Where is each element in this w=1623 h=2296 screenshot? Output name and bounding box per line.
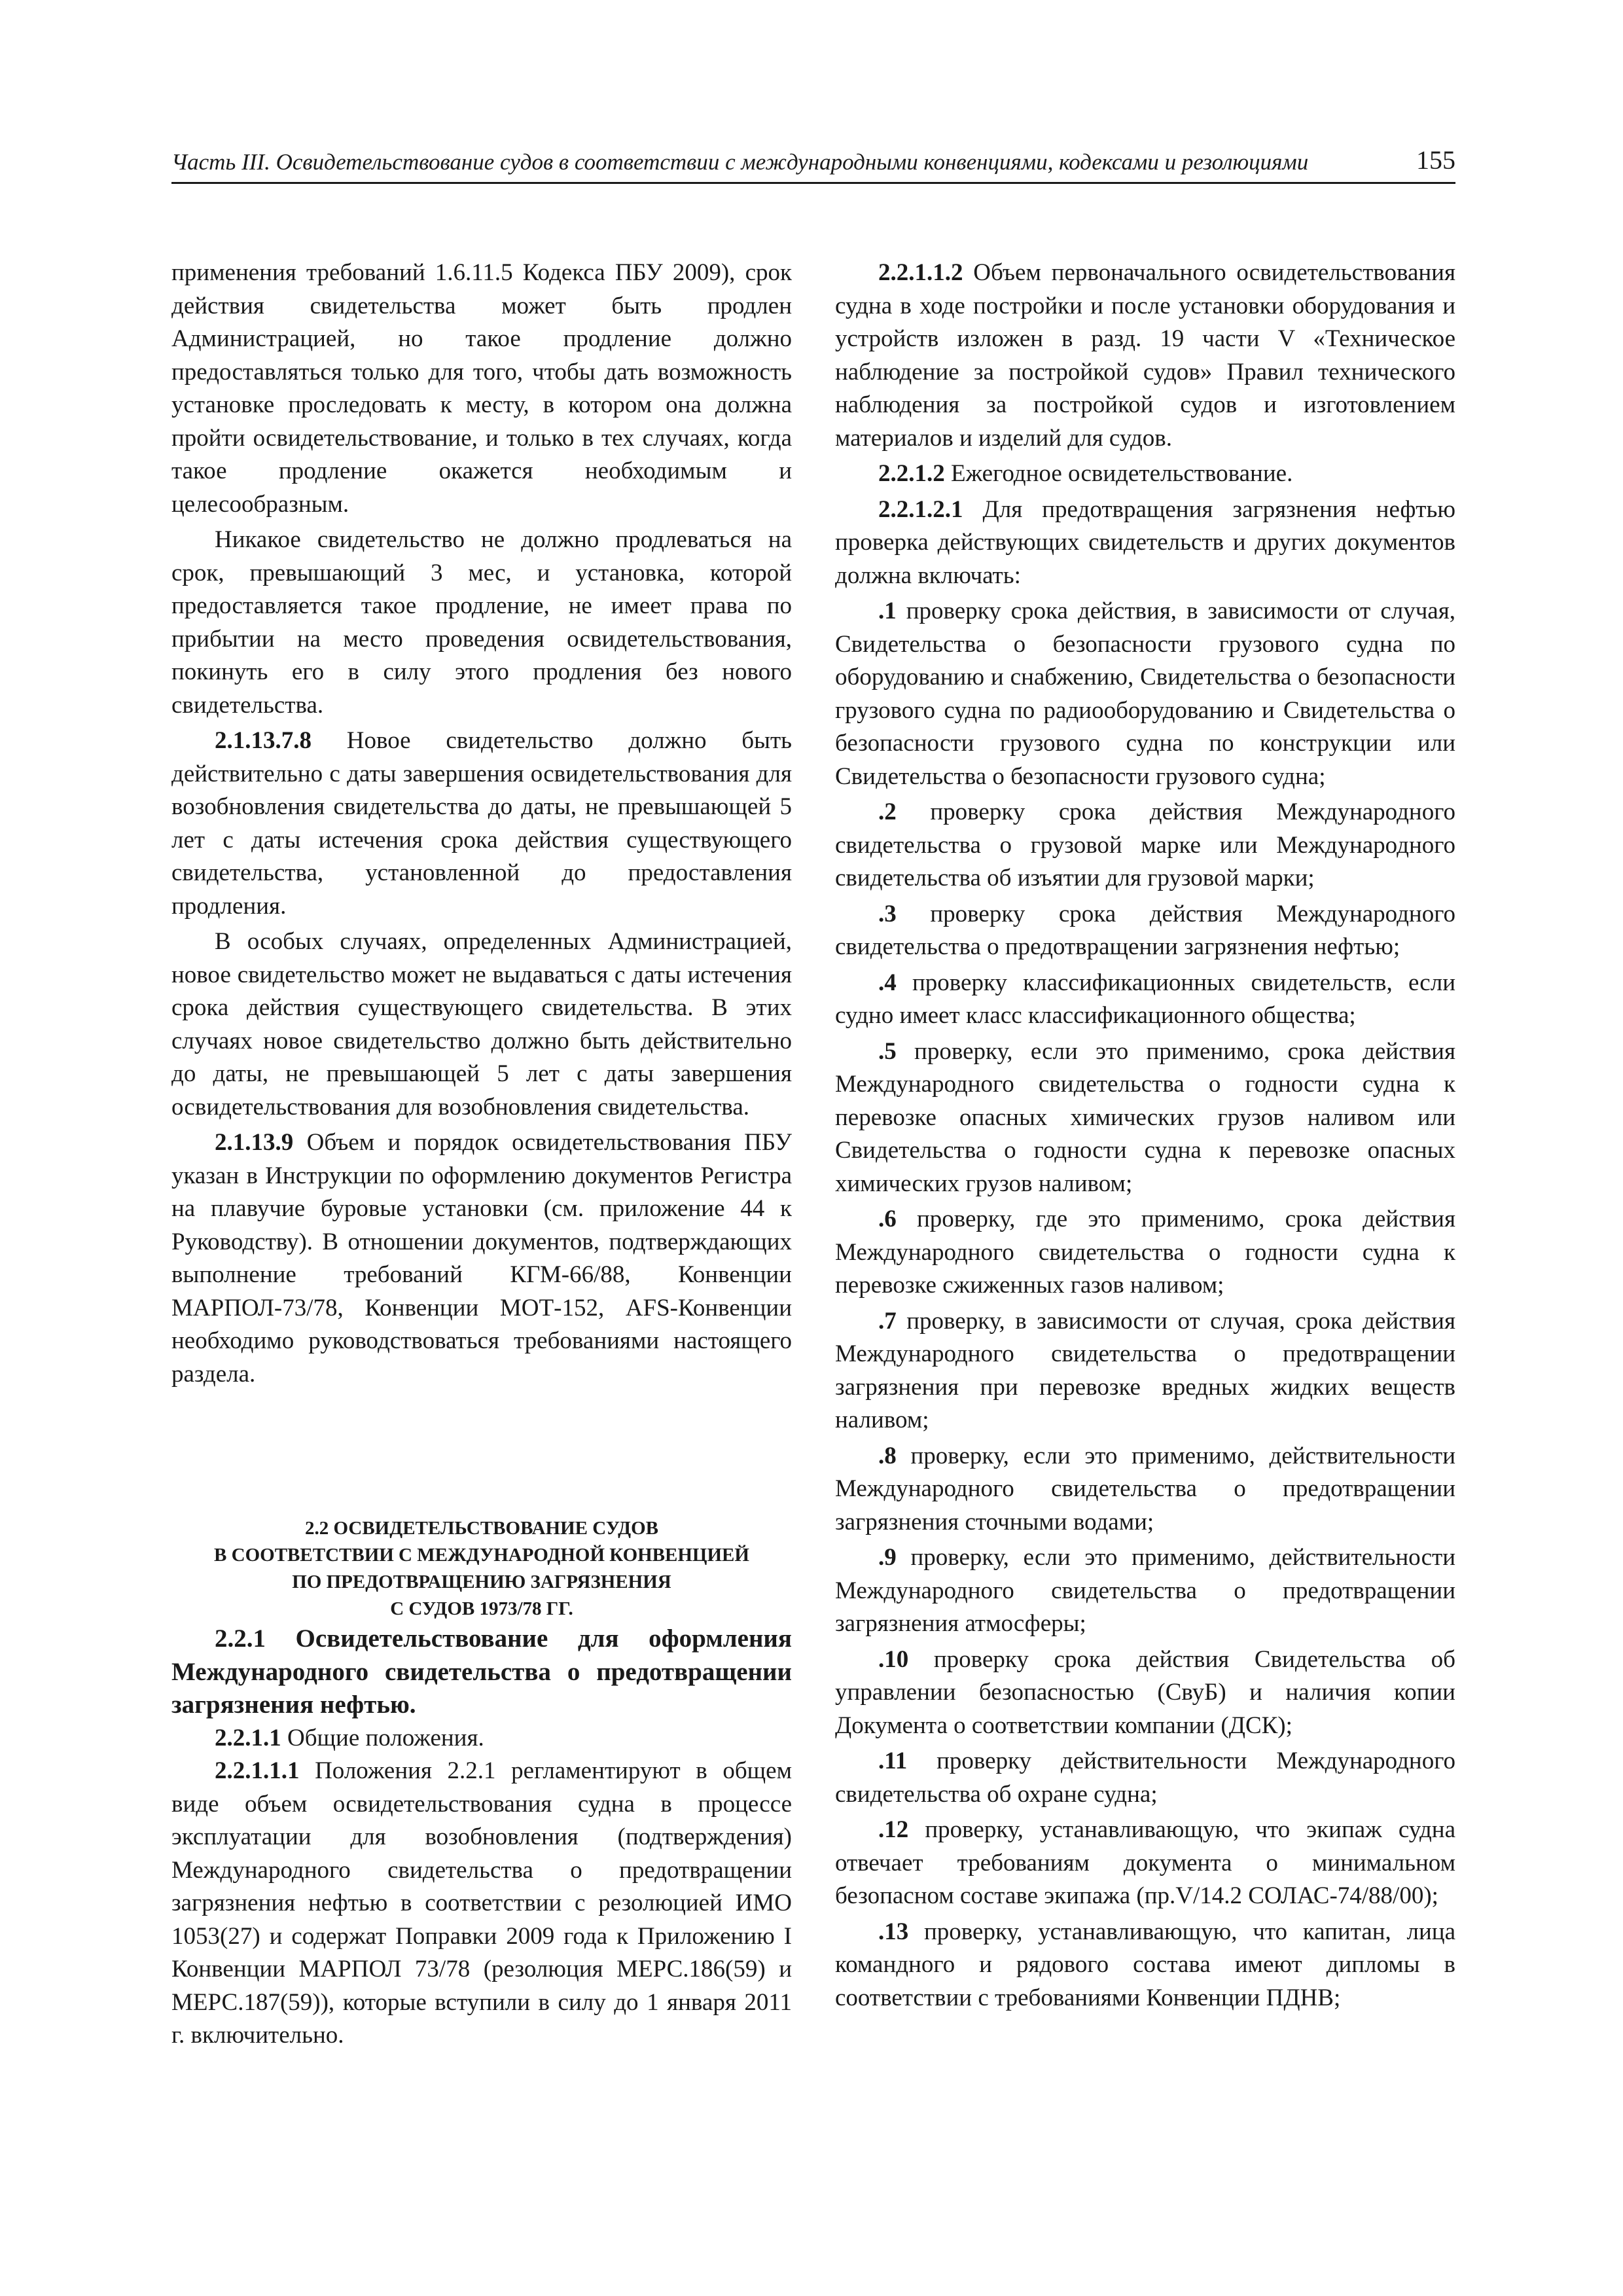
list-item: .9 проверку, если это применимо, действительности Международного свидетельства о предотвращении загрязнения атмосферы; xyxy=(835,1544,1455,1637)
paragraph: 2.1.13.7.8 Новое свидетельство должно быть действительно с даты завершения освидетельствования для возобновления свидетельства до даты, не превышающей 5 лет с даты истечения срока действия существующего свидетельства, установленной до предоставления продления. xyxy=(171,727,792,920)
page-number: 155 xyxy=(1416,145,1455,175)
item-number: .6 xyxy=(878,1206,897,1232)
item-number: .5 xyxy=(878,1037,897,1065)
item-number: .10 xyxy=(878,1645,909,1673)
item-number: .1 xyxy=(878,598,897,624)
clause-number: 2.2.1.1.1 xyxy=(215,1757,300,1784)
paragraph: 2.2.1.2 Ежегодное освидетельствование. xyxy=(878,460,1293,487)
item-number: .8 xyxy=(878,1442,897,1469)
paragraph: Никакое свидетельство не должно продлеваться на срок, превышающий 3 мес, и установка, которой предоставляется такое продление, не имеет права по прибытии на место проведения освидетельствования, покинуть его в силу этого продления без нового свидетельства. xyxy=(171,526,792,719)
section-title: 2.2 ОСВИДЕТЕЛЬСТВОВАНИЕ СУДОВ В СООТВЕТСТВИИ С МЕЖДУНАРОДНОЙ КОНВЕНЦИЕЙ ПО ПРЕДОТВРАЩЕНИЮ ЗАГРЯЗНЕНИЯ С СУДОВ 1973/78 ГГ. xyxy=(214,1518,749,1619)
list-item: .5 проверку, если это применимо, срока действия Международного свидетельства о годности судна к перевозке опасных химических грузов наливом или Свидетельства о годности судна к перевозке опасных химических грузов наливом; xyxy=(835,1037,1455,1197)
list-item: .3 проверку срока действия Международного свидетельства о предотвращении загрязнения нефтью; xyxy=(835,900,1455,960)
list-item: .10 проверку срока действия Свидетельства об управлении безопасностью (СвуБ) и наличия копии Документа о соответствии компании (ДСК); xyxy=(835,1645,1455,1739)
list-item: .6 проверку, где это применимо, срока действия Международного свидетельства о годности судна к перевозке сжиженных газов наливом; xyxy=(835,1206,1455,1299)
clause-number: 2.1.13.7.8 xyxy=(215,727,312,754)
paragraph: 2.2.1.1.1 Положения 2.2.1 регламентируют в общем виде объем освидетельствования судна в процессе эксплуатации для возобновления (подтверждения) Международного свидетельства о предотвращении загрязнения нефтью в соответствии с резолюцией ИМО 1053(27) и содержат Поправки 2009 года к Приложению I Конвенции МАРПОЛ 73/78 (резолюция МЕРС.186(59) и МЕРС.187(59)), которые вступили в силу до 1 января 2011 г. включительно. xyxy=(171,1757,792,2049)
paragraph: 2.1.13.9 Объем и порядок освидетельствования ПБУ указан в Инструкции по оформлению документов Регистра на плавучие буровые установки (см. приложение 44 к Руководству). В отношении документов, подтверждающих выполнение требований КГМ-66/88, Конвенции МАРПОЛ-73/78, Конвенции МОТ-152, AFS-Конвенции необходимо руководствоваться требованиями настоящего раздела. xyxy=(171,1129,792,1388)
list-item: .1 проверку срока действия, в зависимости от случая, Свидетельства о безопасности грузового судна по оборудованию и снабжению, Свидетельства о безопасности грузового судна по радиооборудованию и Свидетельства о безопасности грузового судна по конструкции или Свидетельства о безопасности грузового судна; xyxy=(835,598,1455,790)
list-item: .11 проверку действительности Международного свидетельства об охране судна; xyxy=(835,1748,1455,1808)
clause-number: 2.1.13.9 xyxy=(215,1129,294,1156)
item-number: .4 xyxy=(878,969,897,996)
list-item: .12 проверку, устанавливающую, что экипаж судна отвечает требованиям документа о минимальном безопасном составе экипажа (пр.V/14.2 СОЛАС-74/88/00); xyxy=(835,1816,1455,1909)
list-item: .4 проверку классификационных свидетельств, если судно имеет класс классификационного общества; xyxy=(835,969,1455,1029)
list-item: .13 проверку, устанавливающую, что капитан, лица командного и рядового состава имеют дипломы в соответствии с требованиями Конвенции ПДНВ; xyxy=(835,1918,1455,2011)
clause-number: 2.2.1.2 xyxy=(878,460,945,487)
clause-number: 2.2.1.1 xyxy=(215,1724,281,1751)
item-number: .9 xyxy=(878,1544,897,1571)
paragraph: 2.2.1.2.1 Для предотвращения загрязнения нефтью проверка действующих свидетельств и других документов должна включать: xyxy=(835,495,1455,589)
item-number: .11 xyxy=(878,1748,908,1774)
item-number: .13 xyxy=(878,1918,909,1945)
clause-number: 2.2.1.2.1 xyxy=(878,495,963,523)
running-title: Часть III. Освидетельствование судов в соответствии с международными конвенциями, кодексами и резолюциями xyxy=(171,149,1309,175)
running-header xyxy=(171,143,1455,184)
right-column xyxy=(835,257,1455,2015)
paragraph: В особых случаях, определенных Администрацией, новое свидетельство может не выдаваться с даты истечения срока действия существующего свидетельства. В этих случаях новое свидетельство должно быть действительно до даты, не превышающей 5 лет с даты завершения освидетельствования для возобновления свидетельства. xyxy=(171,928,792,1121)
item-number: .2 xyxy=(878,798,897,825)
item-number: .3 xyxy=(878,900,897,927)
paragraph: применения требований 1.6.11.5 Кодекса ПБУ 2009), срок действия свидетельства может быть продлен Администрацией, но такое продление должно предоставляться только для того, чтобы дать возможность установке проследовать к месту, в котором она должна пройти освидетельствование, и только в тех случаях, когда такое продление окажется необходимым и целесообразным. xyxy=(171,259,792,518)
list-item: .2 проверку срока действия Международного свидетельства о грузовой марке или Международного свидетельства об изъятии для грузовой марки; xyxy=(835,798,1455,891)
left-column xyxy=(171,257,792,2053)
clause-number: 2.2.1.1.2 xyxy=(878,259,963,286)
subsection-title: 2.2.1 Освидетельствование для оформления Международного свидетельства о предотвращении загрязнения нефтью. xyxy=(171,1624,792,1719)
list-item: .8 проверку, если это применимо, действительности Международного свидетельства о предотвращении загрязнения сточными водами; xyxy=(835,1442,1455,1535)
list-item: .7 проверку, в зависимости от случая, срока действия Международного свидетельства о предотвращении загрязнения при перевозке вредных жидких веществ наливом; xyxy=(835,1307,1455,1433)
paragraph: 2.2.1.1 Общие положения. xyxy=(215,1724,484,1751)
paragraph: 2.2.1.1.2 Объем первоначального освидетельствования судна в ходе постройки и после установки оборудования и устройств изложен в разд. 19 части V «Техническое наблюдение за постройкой судов» Правил технического наблюдения за постройкой судов и изготовлением материалов и изделий для судов. xyxy=(835,259,1455,452)
item-number: .7 xyxy=(878,1307,897,1335)
item-number: .12 xyxy=(878,1816,909,1843)
